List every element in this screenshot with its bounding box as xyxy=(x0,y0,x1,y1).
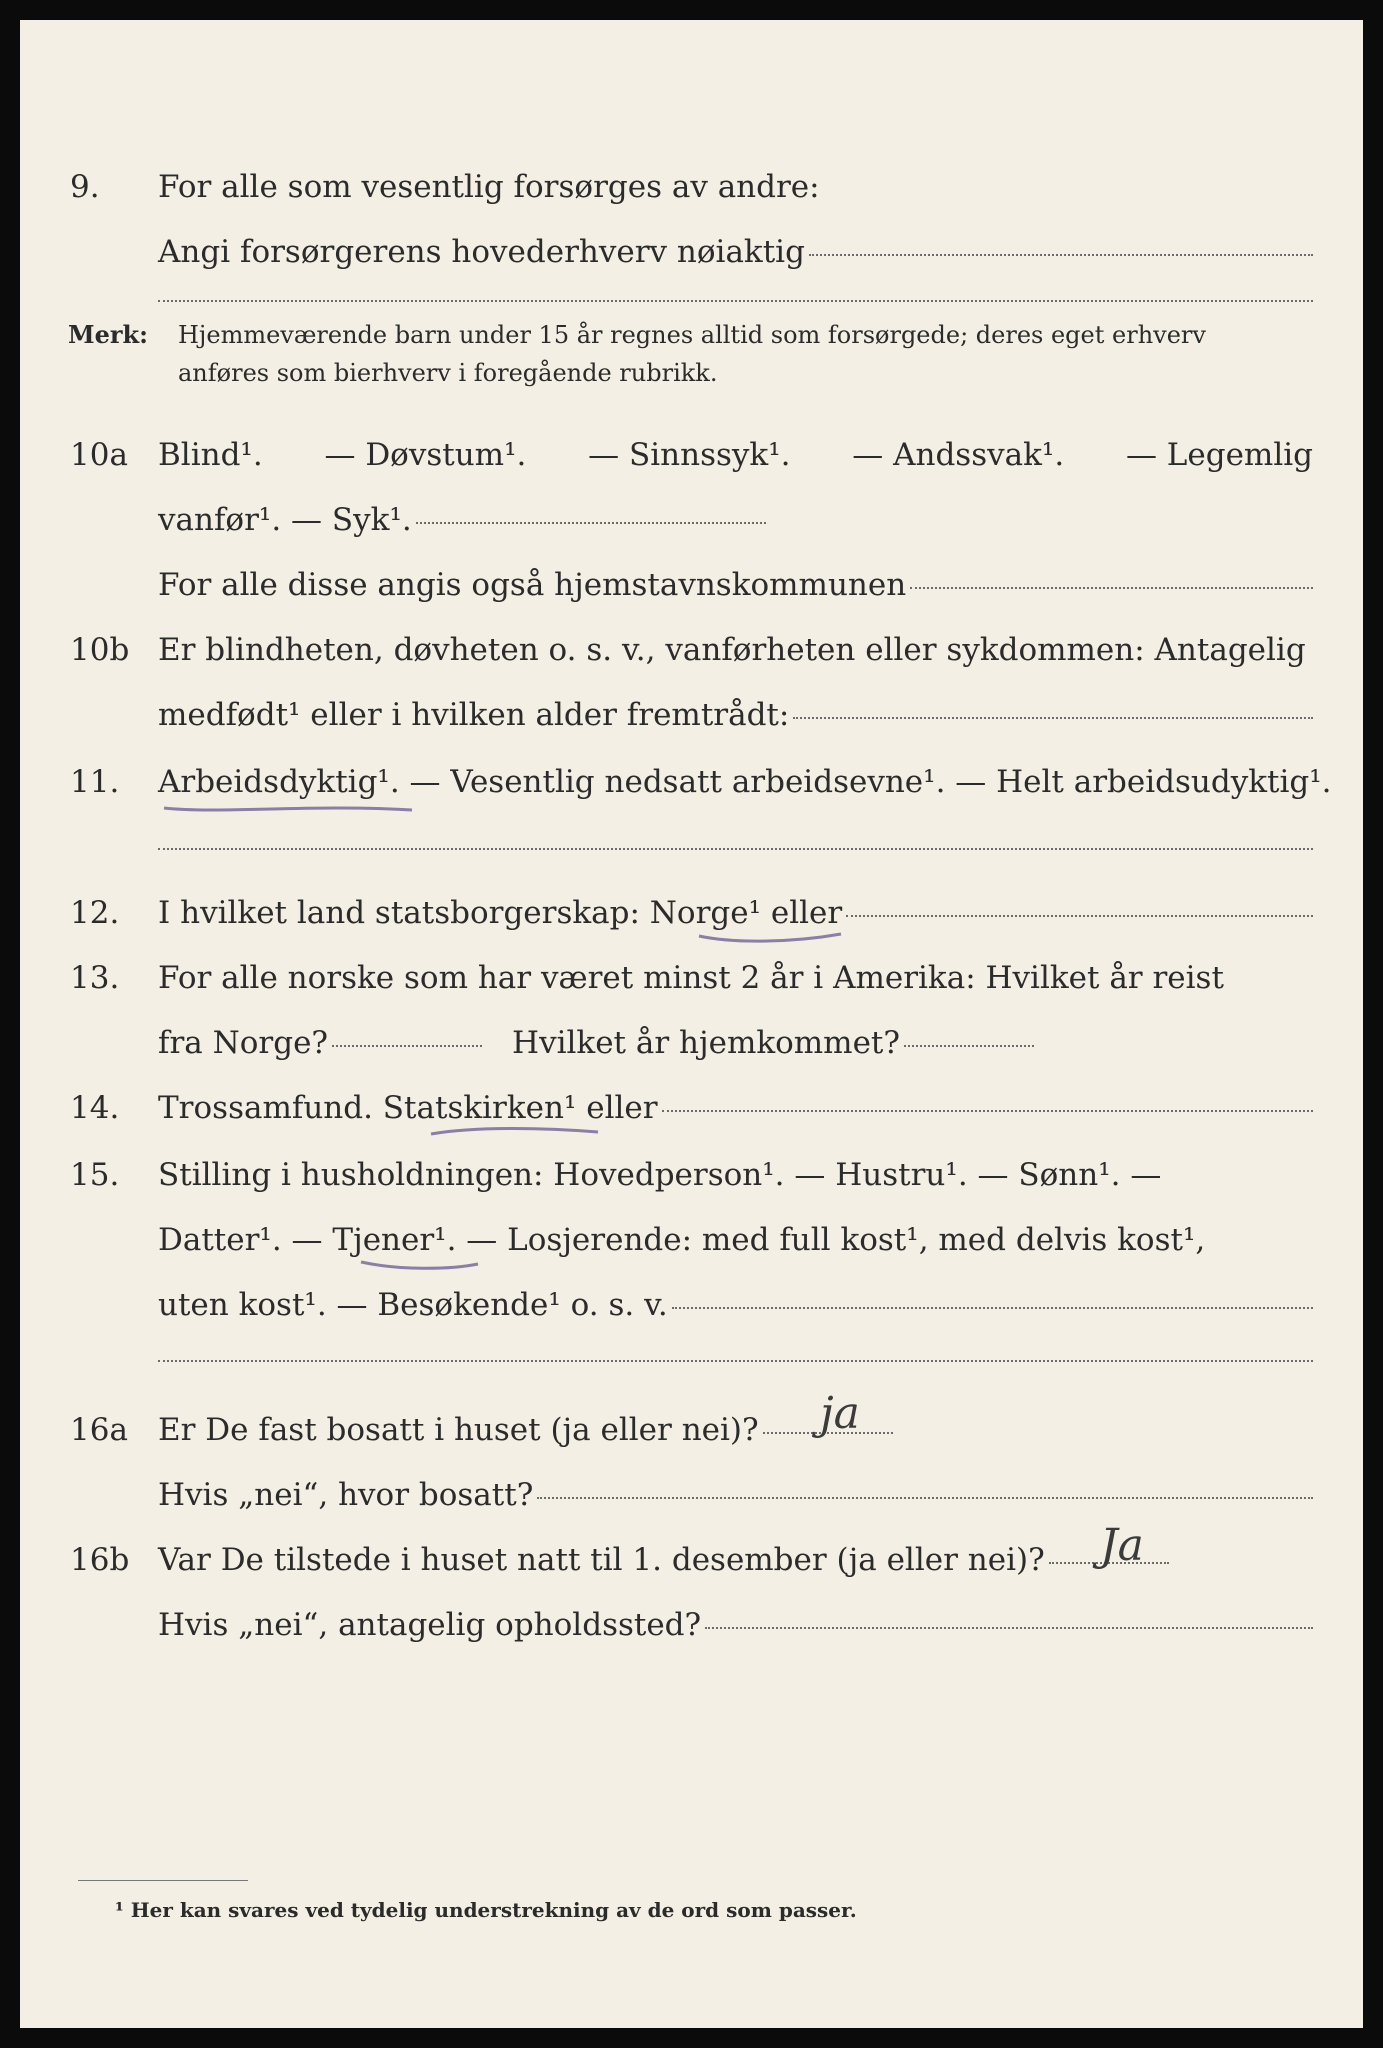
item-15-number: 15. xyxy=(70,1157,120,1193)
item-10a-answer-field[interactable] xyxy=(416,521,766,524)
footnote: ¹ Her kan svares ved tydelig understrekning av de ord som passer. xyxy=(115,1898,857,1922)
footnote-rule xyxy=(78,1880,248,1881)
item-10b-question-2: medfødt¹ eller i hvilken alder fremtrådt: xyxy=(158,697,790,733)
item-16a-where-field[interactable] xyxy=(537,1496,1313,1499)
item-15-options-2[interactable]: Datter¹. — Tjener¹. — Losjerende: med full kost¹, med delvis kost¹, xyxy=(158,1222,1206,1258)
item-9-answer-field[interactable] xyxy=(809,253,1313,256)
item-10a-number: 10a xyxy=(70,437,128,473)
item-10b-line-2 xyxy=(20,690,1363,740)
item-13-line-1 xyxy=(20,953,1363,1003)
option-vanfor-syk[interactable]: vanfør¹. — Syk¹. xyxy=(158,502,412,538)
option-legemlig[interactable]: — Legemlig xyxy=(1125,437,1313,473)
item-16b-stay-label: Hvis „nei“, antagelig opholdssted? xyxy=(158,1607,702,1643)
item-10b-question: Er blindheten, døvheten o. s. v., vanførheten eller sykdommen: Antagelig xyxy=(158,632,1306,668)
item-9-line-1 xyxy=(20,162,1363,212)
item-14-line-1 xyxy=(20,1083,1363,1133)
item-10b-answer-field[interactable] xyxy=(793,716,1313,719)
underline-arbeidsdyktig-mark xyxy=(160,798,420,818)
item-16a-where-label: Hvis „nei“, hvor bosatt? xyxy=(158,1477,534,1513)
item-16b-stay-field[interactable] xyxy=(705,1626,1313,1629)
item-9-instruction: Angi forsørgerens hovederhverv nøiaktig xyxy=(158,234,805,270)
item-13-question: For alle norske som har været minst 2 år i Amerika: Hvilket år reist xyxy=(158,960,1224,996)
item-14-question: Trossamfund. Statskirken¹ eller xyxy=(158,1090,658,1126)
item-15-options-1[interactable]: Stilling i husholdningen: Hovedperson¹. — Hustru¹. — Sønn¹. — xyxy=(158,1157,1162,1193)
item-13-number: 13. xyxy=(70,960,120,996)
item-15-line-3 xyxy=(20,1280,1363,1330)
merk-label: Merk: xyxy=(68,320,148,349)
item-16a-question: Er De fast bosatt i huset (ja eller nei)? xyxy=(158,1412,759,1448)
underline-norge-mark xyxy=(696,928,846,948)
merk-text-2: anføres som bierhverv i foregående rubrikk. xyxy=(178,359,718,387)
item-16b-line-2 xyxy=(20,1600,1363,1650)
item-10b-line-1 xyxy=(20,625,1363,675)
census-form-page xyxy=(20,20,1363,2028)
item-9-number: 9. xyxy=(70,169,100,205)
item-16b-line-1 xyxy=(20,1535,1363,1585)
item-15-line-2 xyxy=(20,1215,1363,1265)
item-14-number: 14. xyxy=(70,1090,120,1126)
item-12-line-1 xyxy=(20,888,1363,938)
item-16a-number: 16a xyxy=(70,1412,128,1448)
item-13-from-norway-label: fra Norge? xyxy=(158,1025,329,1061)
item-11-number: 11. xyxy=(70,764,120,800)
item-11-options[interactable]: Arbeidsdyktig¹. — Vesentlig nedsatt arbeidsevne¹. — Helt arbeidsudyktig¹. xyxy=(158,764,1332,800)
item-15-line-1 xyxy=(20,1150,1363,1200)
item-12-question: I hvilket land statsborgerskap: Norge¹ eller xyxy=(158,895,843,931)
item-12-number: 12. xyxy=(70,895,120,931)
item-13-year-left-field[interactable] xyxy=(332,1044,482,1047)
item-15-options-3[interactable]: uten kost¹. — Besøkende¹ o. s. v. xyxy=(158,1287,668,1323)
item-10b-number: 10b xyxy=(70,632,130,668)
item-11-extra-line[interactable] xyxy=(158,848,1313,850)
item-10a-municipality-field[interactable] xyxy=(910,586,1313,589)
item-9-line-2 xyxy=(20,227,1363,277)
item-15-answer-field[interactable] xyxy=(672,1306,1313,1309)
item-14-answer-field[interactable] xyxy=(662,1109,1313,1112)
item-10a-home-municipality-label: For alle disse angis også hjemstavnskommunen xyxy=(158,567,907,603)
item-9-extra-line[interactable] xyxy=(158,300,1313,302)
merk-text-1: Hjemmeværende barn under 15 år regnes alltid som forsørgede; deres eget erhverv xyxy=(178,321,1206,349)
underline-statskirken-mark xyxy=(428,1122,603,1142)
item-9-question: For alle som vesentlig forsørges av andre: xyxy=(158,169,820,205)
item-13-year-returned-field[interactable] xyxy=(904,1044,1034,1047)
option-andssvak[interactable]: — Andssvak¹. xyxy=(852,437,1065,473)
item-12-answer-field[interactable] xyxy=(846,914,1313,917)
item-10a-line-3 xyxy=(20,560,1363,610)
item-16a-line-2 xyxy=(20,1470,1363,1520)
item-16b-handwritten-answer: Ja xyxy=(1100,1520,1144,1571)
merk-line-2 xyxy=(20,353,1363,393)
option-blind[interactable]: Blind¹. xyxy=(158,437,263,473)
option-dovstum[interactable]: — Døvstum¹. xyxy=(324,437,527,473)
item-16a-handwritten-answer: ja xyxy=(820,1388,860,1439)
underline-tjener-mark xyxy=(358,1256,483,1276)
item-10a-line-2 xyxy=(20,495,1363,545)
item-16a-line-1 xyxy=(20,1405,1363,1455)
option-sinnssyk[interactable]: — Sinnssyk¹. xyxy=(588,437,791,473)
item-16b-number: 16b xyxy=(70,1542,130,1578)
item-15-extra-line[interactable] xyxy=(158,1360,1313,1362)
merk-line-1 xyxy=(20,315,1363,355)
item-13-year-returned-label: Hvilket år hjemkommet? xyxy=(512,1025,901,1061)
item-10a-line-1 xyxy=(20,430,1363,480)
item-13-line-2 xyxy=(20,1018,1363,1068)
item-16b-question: Var De tilstede i huset natt til 1. desember (ja eller nei)? xyxy=(158,1542,1045,1578)
